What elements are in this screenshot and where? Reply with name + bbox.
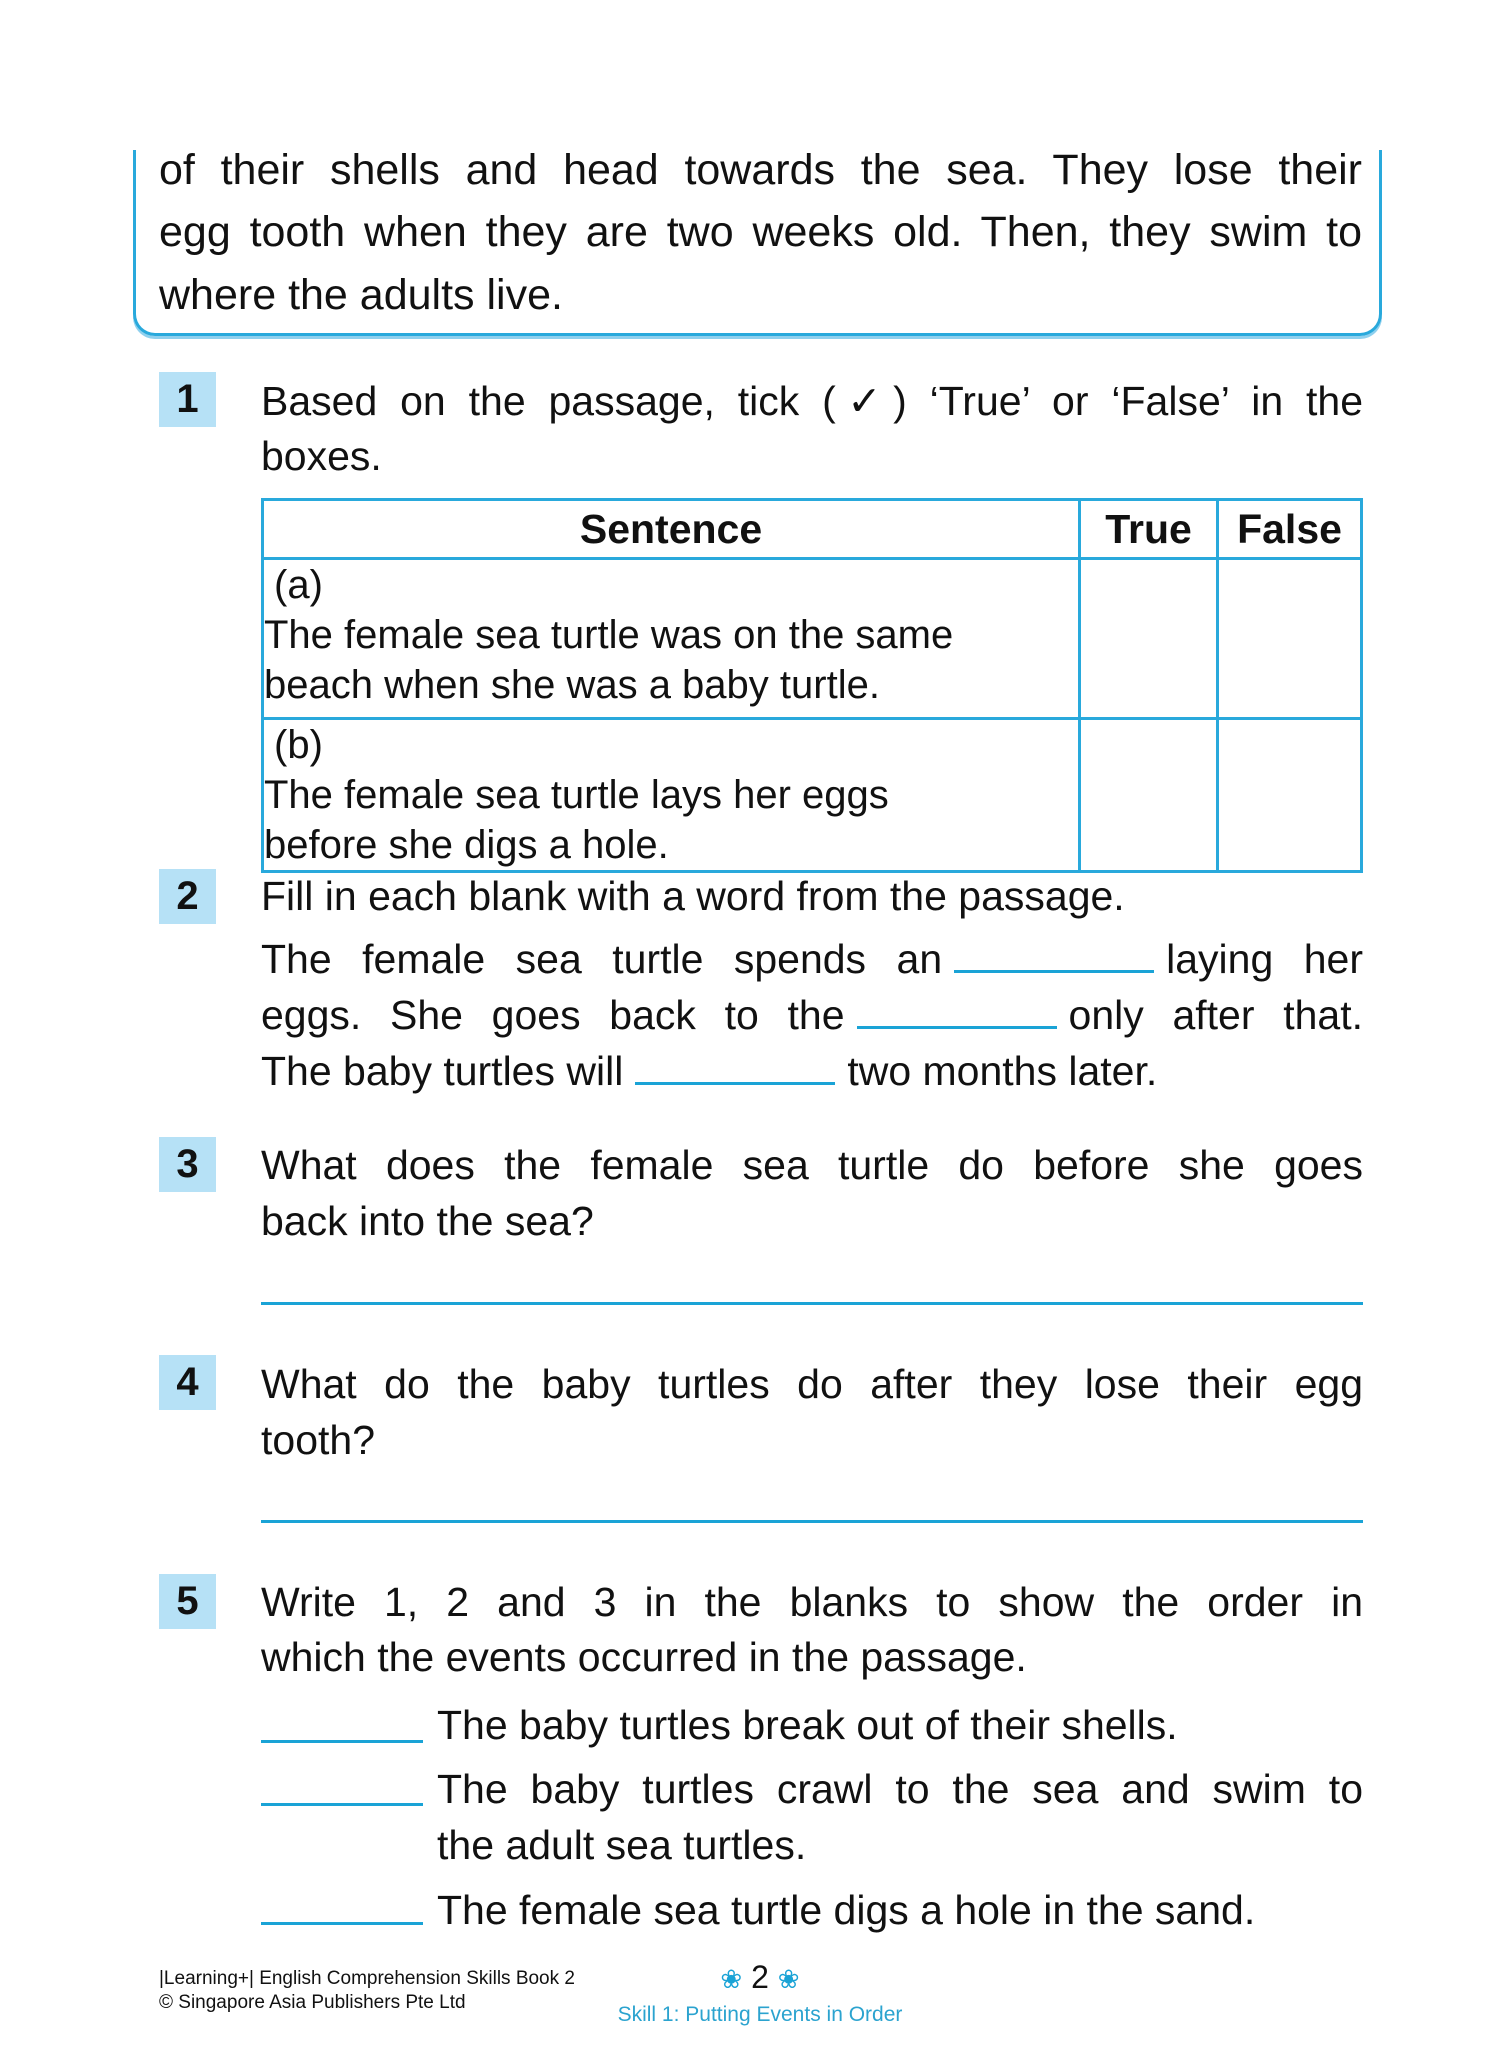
question-text: back into the sea? bbox=[261, 1198, 594, 1244]
question-number: 3 bbox=[159, 1137, 216, 1192]
false-checkbox[interactable] bbox=[1218, 719, 1362, 872]
question-text: Write 1, 2 and 3 in the blanks to show the order in bbox=[261, 1579, 1363, 1625]
question-text: What does the female sea turtle do before she goes bbox=[261, 1142, 1363, 1188]
table-row bbox=[263, 719, 1080, 872]
question-text: which the events occurred in the passage. bbox=[261, 1634, 1027, 1680]
order-blank[interactable] bbox=[261, 1922, 423, 1925]
row-label: (a) bbox=[274, 563, 323, 607]
header-sentence: Sentence bbox=[263, 500, 1080, 559]
passage-line: where the adults live. bbox=[159, 271, 563, 319]
question-number: 4 bbox=[159, 1355, 216, 1410]
question-text: Fill in each blank with a word from the passage. bbox=[261, 873, 1125, 919]
fill-text: The baby turtles will bbox=[261, 1048, 624, 1094]
fill-text: two months later. bbox=[847, 1048, 1158, 1094]
order-item: The female sea turtle digs a hole in the sand. bbox=[437, 1887, 1256, 1933]
order-item: The baby turtles break out of their shells. bbox=[437, 1702, 1178, 1748]
fill-text: only after that. bbox=[1068, 992, 1363, 1038]
fill-text: eggs. She goes back to the bbox=[261, 992, 845, 1038]
fill-text: The female sea turtle spends an bbox=[261, 936, 943, 982]
order-blank[interactable] bbox=[261, 1803, 423, 1806]
question-text: boxes. bbox=[261, 433, 382, 479]
page-number-group bbox=[700, 1958, 820, 1998]
order-blank[interactable] bbox=[261, 1740, 423, 1743]
question-number: 1 bbox=[159, 372, 216, 427]
answer-line[interactable] bbox=[261, 1302, 1363, 1305]
page-number: 2 bbox=[751, 1959, 769, 1995]
fill-blank[interactable] bbox=[857, 992, 1057, 1029]
turtle-ornament-icon: ❀ bbox=[777, 1964, 800, 1994]
header-true: True bbox=[1080, 500, 1218, 559]
footer-copyright: © Singapore Asia Publishers Pte Ltd bbox=[159, 1992, 466, 2013]
footer-book-title: |Learning+| English Comprehension Skills Book 2 bbox=[159, 1968, 575, 1989]
row-sentence: The female sea turtle was on the same beach when she was a baby turtle. bbox=[264, 613, 954, 707]
question-number: 5 bbox=[159, 1574, 216, 1629]
question-number: 2 bbox=[159, 869, 216, 924]
passage-line: egg tooth when they are two weeks old. Then, they swim to bbox=[159, 208, 1362, 256]
fill-blank[interactable] bbox=[954, 936, 1154, 973]
question-text: What do the baby turtles do after they lose their egg bbox=[261, 1361, 1363, 1407]
row-label: (b) bbox=[274, 723, 323, 767]
turtle-ornament-icon: ❀ bbox=[720, 1964, 743, 1994]
fill-text: laying her bbox=[1166, 936, 1363, 982]
true-checkbox[interactable] bbox=[1080, 559, 1218, 719]
true-checkbox[interactable] bbox=[1080, 719, 1218, 872]
fill-line bbox=[261, 1043, 1157, 1099]
false-checkbox[interactable] bbox=[1218, 559, 1362, 719]
answer-line[interactable] bbox=[261, 1520, 1363, 1523]
row-sentence: The female sea turtle lays her eggs before she digs a hole. bbox=[264, 773, 889, 867]
order-item: the adult sea turtles. bbox=[437, 1822, 807, 1868]
fill-blank[interactable] bbox=[635, 1048, 835, 1085]
fill-line bbox=[261, 987, 1363, 1043]
true-false-table bbox=[261, 498, 1363, 873]
question-text: Based on the passage, tick (✓) ‘True’ or ‘False’ in the bbox=[261, 378, 1363, 424]
fill-line bbox=[261, 931, 1363, 987]
footer-skill: Skill 1: Putting Events in Order bbox=[617, 2003, 903, 2026]
question-text: tooth? bbox=[261, 1417, 375, 1463]
header-false: False bbox=[1218, 500, 1362, 559]
order-item: The baby turtles crawl to the sea and swim to bbox=[437, 1766, 1363, 1812]
table-row bbox=[263, 559, 1080, 719]
passage-line: of their shells and head towards the sea. They lose their bbox=[159, 146, 1362, 194]
